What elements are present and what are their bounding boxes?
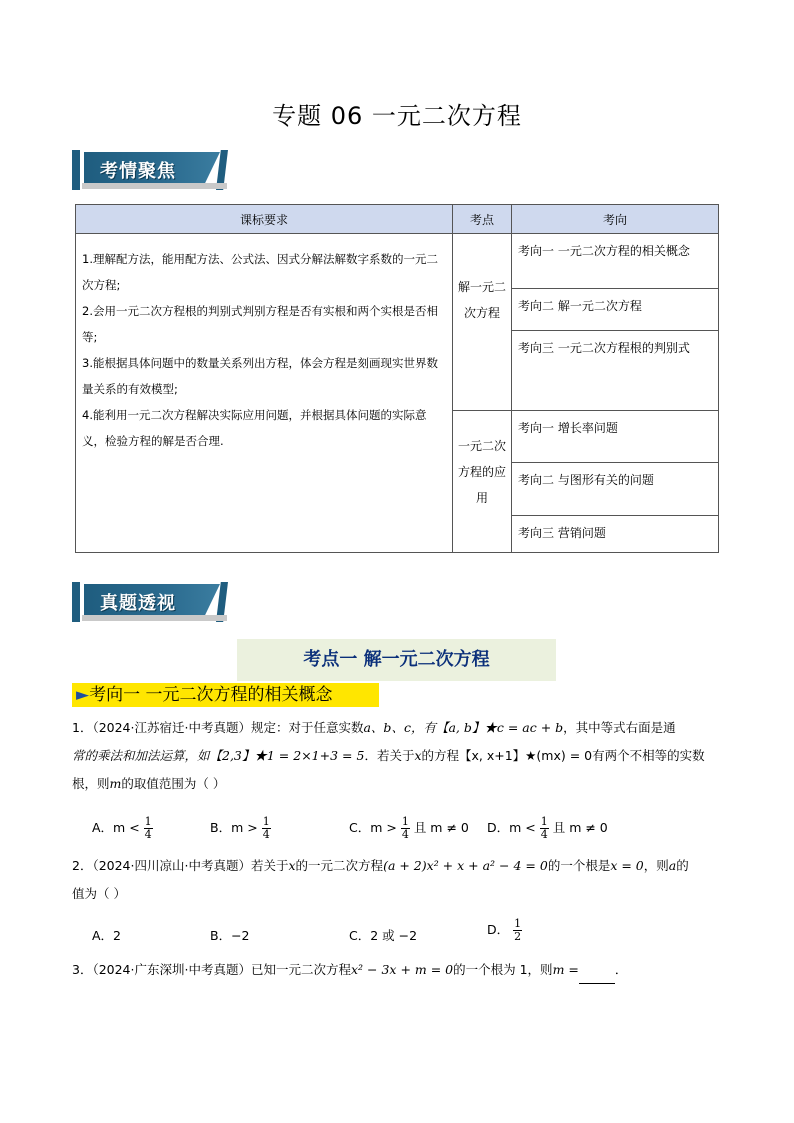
kaodian-solve (453, 234, 512, 411)
fraction (540, 816, 549, 841)
direction-item: 考向二 与图形有关的问题 (512, 463, 719, 516)
numerator: 1 (144, 815, 152, 828)
section-banner-zhenti (72, 582, 228, 622)
fraction (513, 918, 522, 943)
option-suffix: 且 m ≠ 0 (552, 820, 608, 835)
fraction (401, 816, 410, 841)
direction-heading (72, 683, 379, 707)
kaodian-label: 一元二次方程的应用 (457, 439, 506, 505)
option-a[interactable]: A．2 (92, 928, 122, 943)
fraction (262, 816, 271, 841)
numerator: 1 (401, 815, 409, 828)
denominator: 4 (540, 828, 548, 841)
answer-blank[interactable] (579, 969, 615, 984)
math-expr: 常的乘法和加法运算，如【2,3】★1 = 2×1+3 = 5 (72, 748, 365, 763)
question-text: 的一个根为 1，则 (453, 962, 553, 977)
question-text: 规定：对于任意实数 (250, 720, 364, 735)
option-a[interactable] (92, 816, 153, 841)
math-expr: (a + 2)x² + x + a² − 4 = 0 (383, 858, 548, 873)
question-text: ． (614, 962, 628, 977)
option-label: C．m > (349, 820, 397, 835)
banner-label: 真题透视 (100, 593, 176, 614)
math-var: m (109, 776, 122, 791)
question-text: 的一个根是 (547, 858, 611, 873)
question-text: 的 (676, 858, 689, 873)
denominator: 4 (262, 828, 270, 841)
math-expr: 的方程【x, x+1】★(mx) = 0 (421, 748, 593, 763)
math-var: x (288, 858, 296, 873)
question-text: 的取值范围为（ ） (121, 776, 226, 791)
direction-item: 考向一 增长率问题 (512, 411, 719, 463)
header-requirements: 课标要求 (76, 205, 453, 234)
option-b[interactable]: B．−2 (210, 928, 250, 943)
question-source: （2024·四川凉山·中考真题） (92, 858, 251, 873)
question-text: 根，则 (72, 776, 110, 791)
direction-item: 考向一 一元二次方程的相关概念 (512, 234, 719, 289)
denominator: 2 (514, 930, 522, 943)
kaodian-application (453, 411, 512, 553)
question-text: 已知一元二次方程 (250, 962, 351, 977)
math-expr: a、b、c (363, 720, 411, 735)
option-d[interactable] (487, 816, 608, 841)
requirement-item: 2.会用一元二次方程根的判别式判别方程是否有实根和两个实根是否相等; (82, 304, 438, 344)
question-text: 若关于 (250, 858, 289, 873)
option-label: A．m < (92, 820, 140, 835)
question-text: 值为（ ） (72, 886, 126, 901)
question-1 (72, 714, 732, 798)
math-var: a (668, 858, 677, 873)
requirement-item: 3.能根据具体问题中的数量关系列出方程，体会方程是刻画现实世界数量关系的有效模型; (82, 356, 438, 396)
question-2 (72, 852, 732, 908)
kaodian-heading: 考点一 解一元二次方程 (237, 639, 556, 681)
question-text: ．若关于 (364, 748, 415, 763)
requirements-cell (76, 234, 453, 553)
curriculum-table (75, 204, 719, 553)
page-title: 专题 06 一元二次方程 (272, 102, 522, 130)
direction-item: 考向二 解一元二次方程 (512, 289, 719, 331)
question-number: 1． (72, 720, 93, 735)
banner-label: 考情聚焦 (100, 161, 176, 182)
option-c[interactable] (349, 816, 469, 841)
option-d[interactable] (487, 918, 522, 943)
question-text: 有两个不相等的实数 (592, 748, 705, 763)
question-source: （2024·广东深圳·中考真题） (92, 962, 251, 977)
question-3 (72, 956, 732, 984)
option-label: D． (487, 922, 510, 937)
question-number: 2． (72, 858, 93, 873)
direction-item: 考向三 营销问题 (512, 516, 719, 553)
question-text: 的一元二次方程 (295, 858, 384, 873)
section-banner-kaoqing (72, 150, 228, 190)
direction-heading-text: 考向一 一元二次方程的相关概念 (89, 685, 333, 705)
header-kaodian: 考点 (453, 205, 512, 234)
numerator: 1 (540, 815, 548, 828)
math-expr: x = 0 (610, 858, 644, 873)
denominator: 4 (144, 828, 152, 841)
option-c[interactable]: C．2 或 −2 (349, 928, 418, 943)
direction-item: 考向三 一元二次方程根的判别式 (512, 331, 719, 411)
math-expr: ，有【a, b】★c = ac + b (410, 720, 564, 735)
fraction (144, 816, 153, 841)
math-expr: m = (552, 962, 579, 977)
numerator: 1 (514, 917, 522, 930)
option-b[interactable] (210, 816, 271, 841)
triangle-arrow-icon: ► (76, 685, 90, 705)
kaodian-label: 解一元二次方程 (457, 280, 506, 320)
denominator: 4 (401, 828, 409, 841)
numerator: 1 (262, 815, 270, 828)
option-label: D．m < (487, 820, 536, 835)
question-text: ，则 (643, 858, 669, 873)
option-suffix: 且 m ≠ 0 (413, 820, 469, 835)
question-number: 3． (72, 962, 93, 977)
header-directions: 考向 (512, 205, 719, 234)
question-source: （2024·江苏宿迁·中考真题） (92, 720, 251, 735)
requirement-item: 4.能利用一元二次方程解决实际应用问题，并根据具体问题的实际意义，检验方程的解是否合理. (82, 408, 427, 448)
math-var: x (414, 748, 422, 763)
question-text: ，其中等式右面是通 (563, 720, 676, 735)
requirement-item: 1.理解配方法，能用配方法、公式法、因式分解法解数字系数的一元二次方程; (82, 252, 438, 292)
option-label: B．m > (210, 820, 258, 835)
math-expr: x² − 3x + m = 0 (350, 962, 454, 977)
